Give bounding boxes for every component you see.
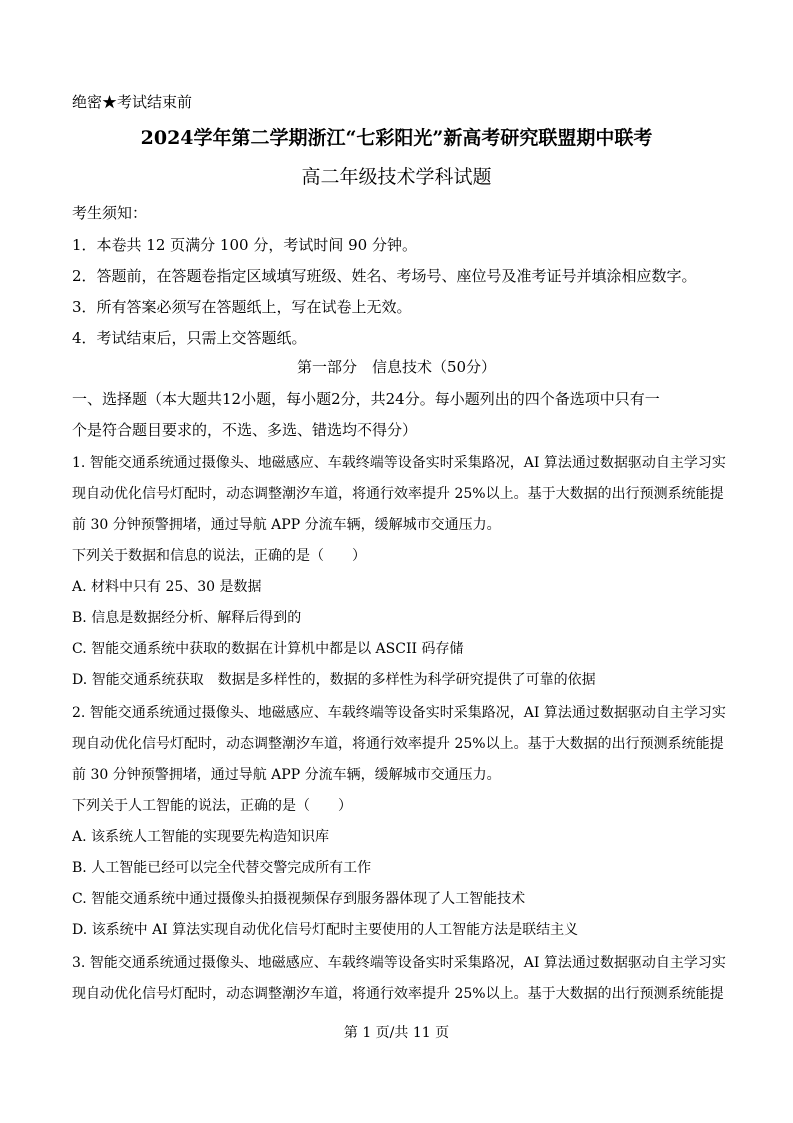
exam-title: 2024学年第二学期浙江“七彩阳光”新高考研究联盟期中联考	[140, 127, 653, 149]
q1-stem-line-1: 1. 智能交通系统通过摄像头、地磁感应、车载终端等设备实时采集路况，AI 算法通过数据驱动自主学习实	[72, 455, 726, 471]
q3-stem-line-1: 3. 智能交通系统通过摄像头、地磁感应、车载终端等设备实时采集路况，AI 算法通过数据驱动自主学习实	[72, 955, 726, 971]
q1-option-c: C. 智能交通系统中获取的数据在计算机中都是以 ASCII 码存储	[72, 641, 464, 657]
q1-option-b: B. 信息是数据经分析、解释后得到的	[72, 610, 302, 626]
section-instruction-line-1: 一、选择题（本大题共12小题，每小题2分，共24分。每小题列出的四个备选项中只有一	[72, 390, 660, 408]
q1-option-a: A. 材料中只有 25、30 是数据	[72, 579, 262, 595]
notice-item-4: 4．考试结束后，只需上交答题纸。	[72, 329, 307, 347]
q2-option-b: B. 人工智能已经可以完全代替交警完成所有工作	[72, 860, 372, 876]
notice-heading: 考生须知：	[72, 204, 148, 222]
section-instruction-line-2: 个是符合题目要求的，不选、多选、错选均不得分）	[72, 421, 418, 439]
notice-item-1: 1．本卷共 12 页满分 100 分，考试时间 90 分钟。	[72, 236, 417, 254]
q1-option-d: D. 智能交通系统获取 数据是多样性的，数据的多样性为科学研究提供了可靠的依据	[72, 672, 596, 688]
section-title: 第一部分 信息技术（50分）	[296, 358, 497, 376]
page-footer: 第 1 页/共 11 页	[343, 1025, 450, 1041]
q2-stem-line-1: 2. 智能交通系统通过摄像头、地磁感应、车载终端等设备实时采集路况，AI 算法通过数据驱动自主学习实	[72, 705, 726, 721]
q2-option-a: A. 该系统人工智能的实现要先构造知识库	[72, 829, 330, 845]
q2-option-d: D. 该系统中 AI 算法实现自动优化信号灯配时主要使用的人工智能方法是联结主义	[72, 922, 579, 938]
q2-stem-line-3: 前 30 分钟预警拥堵，通过导航 APP 分流车辆，缓解城市交通压力。	[72, 767, 501, 783]
notice-item-3: 3．所有答案必须写在答题纸上，写在试卷上无效。	[72, 298, 412, 316]
q1-stem-line-3: 前 30 分钟预警拥堵，通过导航 APP 分流车辆，缓解城市交通压力。	[72, 517, 501, 533]
q3-stem-line-2: 现自动优化信号灯配时，动态调整潮汐车道，将通行效率提升 25%以上。基于大数据的出行预测系统能提	[72, 986, 724, 1002]
q1-stem-line-2: 现自动优化信号灯配时，动态调整潮汐车道，将通行效率提升 25%以上。基于大数据的出行预测系统能提	[72, 486, 724, 502]
q1-question: 下列关于数据和信息的说法，正确的是（ ）	[72, 548, 366, 564]
q2-option-c: C. 智能交通系统中通过摄像头拍摄视频保存到服务器体现了人工智能技术	[72, 891, 526, 907]
exam-subtitle: 高二年级技术学科试题	[301, 166, 492, 188]
q2-question: 下列关于人工智能的说法，正确的是（ ）	[72, 798, 352, 814]
secret-label: 绝密★考试结束前	[72, 93, 193, 111]
notice-item-2: 2．答题前，在答题卷指定区域填写班级、姓名、考场号、座位号及准考证号并填涂相应数字。	[72, 267, 697, 285]
q2-stem-line-2: 现自动优化信号灯配时，动态调整潮汐车道，将通行效率提升 25%以上。基于大数据的出行预测系统能提	[72, 736, 724, 752]
